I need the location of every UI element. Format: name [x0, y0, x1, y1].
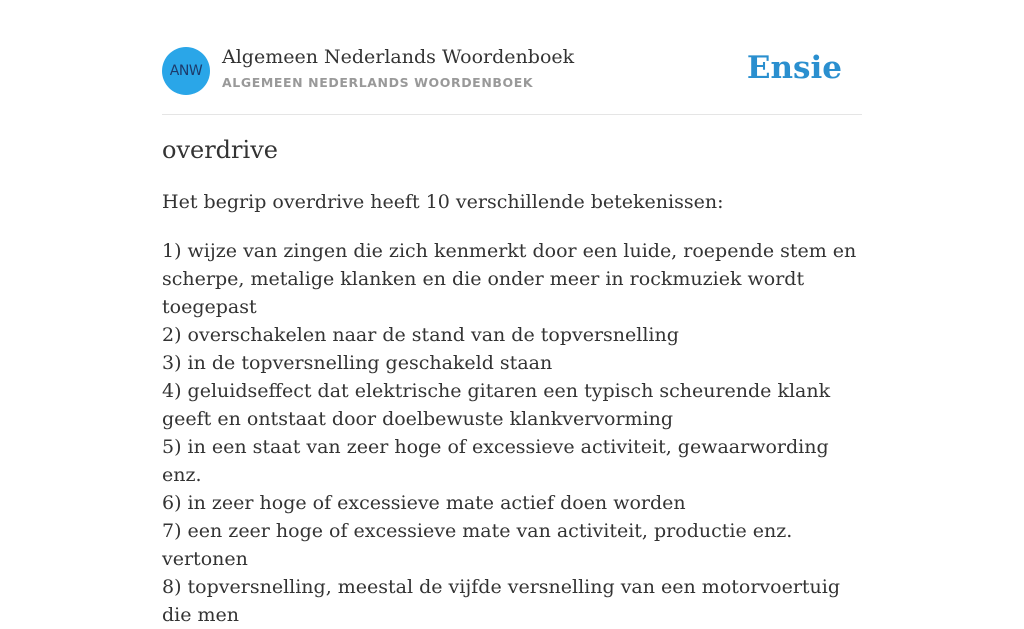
definitions-list [162, 237, 862, 629]
ensie-brand-logo[interactable]: Ensie [746, 50, 842, 86]
definitions-intro: Het begrip overdrive heeft 10 verschillende betekenissen: [162, 191, 724, 213]
definition-item: 1) wijze van zingen die zich kenmerkt door een luide, roepende stem en scherpe, metalige klanken en die onder meer in rockmuziek wordt toegepast [162, 240, 857, 318]
definition-item: 8) topversnelling, meestal de vijfde versnelling van een motorvoertuig die men [162, 576, 841, 626]
definition-item: 3) in de topversnelling geschakeld staan [162, 352, 553, 374]
definition-item: 6) in zeer hoge of excessieve mate actief doen worden [162, 492, 686, 514]
definition-item: 4) geluidseffect dat elektrische gitaren een typisch scheurende klank geeft en ontstaat door doelbewuste klankvervorming [162, 380, 831, 430]
definition-item: 5) in een staat van zeer hoge of excessieve activiteit, gewaarwording enz. [162, 436, 829, 486]
site-title[interactable]: Algemeen Nederlands Woordenboek [222, 46, 575, 68]
site-header [162, 44, 862, 115]
definition-item: 7) een zeer hoge of excessieve mate van activiteit, productie enz. vertonen [162, 520, 793, 570]
page-title: overdrive [162, 136, 278, 164]
definition-item: 2) overschakelen naar de stand van de topversnelling [162, 324, 679, 346]
anw-logo[interactable]: ANW [162, 47, 210, 95]
site-subtitle: ALGEMEEN NEDERLANDS WOORDENBOEK [222, 75, 534, 90]
